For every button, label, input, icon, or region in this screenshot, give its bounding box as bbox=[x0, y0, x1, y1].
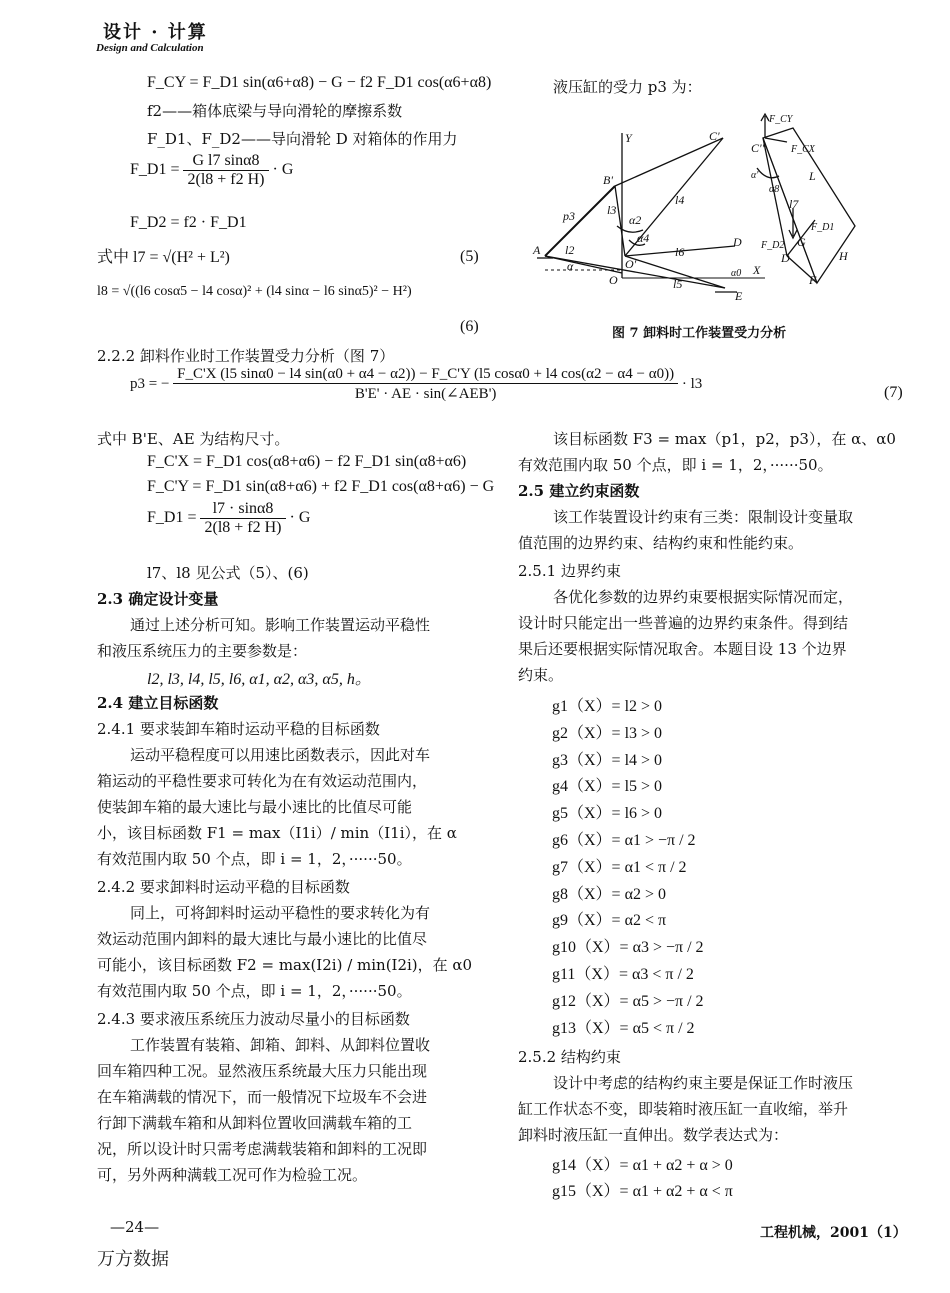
eq-fd1 bbox=[130, 152, 293, 189]
section-2-4: 2.4 建立目标函数 bbox=[97, 694, 219, 712]
eq-fd1b-denominator: 2(l8 + f2 H) bbox=[204, 519, 282, 536]
p-obj3-line1: 该目标函数 F3 = max（p1，p2，p3），在 α、α0 bbox=[553, 430, 896, 448]
page-number: —24— bbox=[110, 1218, 160, 1236]
p243-line1: 工作装置有装箱、卸箱、卸料、从卸料位置收 bbox=[130, 1036, 431, 1054]
label-l6: l6 bbox=[675, 245, 685, 259]
label-l2: l2 bbox=[565, 243, 575, 257]
eq-fd1b-tail: · G bbox=[289, 509, 311, 527]
label-l3: l3 bbox=[607, 203, 617, 217]
header-title-en: Design and Calculation bbox=[96, 42, 204, 54]
figure-7-force-diagram bbox=[525, 108, 870, 308]
section-2-4-3: 2.4.3 要求液压系统压力波动尽量小的目标函数 bbox=[97, 1010, 410, 1028]
eq-fd2: F_D2 = f2 · F_D1 bbox=[130, 214, 247, 231]
section-2-5-2: 2.5.2 结构约束 bbox=[518, 1048, 621, 1066]
p23-line2: 和液压系统压力的主要参数是： bbox=[97, 642, 308, 660]
eq-fcy2: F_C'Y = F_D1 sin(α8+α6) + f2 F_D1 cos(α8+α6) − G bbox=[147, 478, 495, 495]
label-fd2: F_D2 bbox=[761, 240, 785, 251]
eq5-number: (5) bbox=[460, 248, 479, 265]
label-alpha8: α8 bbox=[769, 184, 780, 195]
eq-fd1b bbox=[147, 500, 310, 537]
journal-info: 工程机械，2001（1） bbox=[760, 1225, 907, 1241]
boundary-constraints-list bbox=[552, 694, 704, 1042]
eq-fcy: F_CY = F_D1 sin(α6+α8) − G − f2 F_D1 cos(α6+α8) bbox=[147, 74, 492, 91]
p251-line4: 约束。 bbox=[518, 666, 564, 684]
label-fcy: F_CY bbox=[769, 114, 793, 125]
eq-fd1-numerator: G l7 sinα8 bbox=[183, 152, 268, 171]
label-d: D bbox=[733, 235, 742, 249]
constraint-g6: g6（X）= α1 > −π / 2 bbox=[552, 831, 696, 849]
cylinder-p3 bbox=[545, 186, 615, 256]
section-2-5-1: 2.5.1 边界约束 bbox=[518, 562, 621, 580]
label-e: E bbox=[735, 289, 743, 303]
where-structure: 式中 B'E、AE 为结构尺寸。 bbox=[97, 430, 290, 448]
f2-definition: f2——箱体底梁与导向滑轮的摩擦系数 bbox=[147, 102, 403, 120]
constraint-g14: g14（X）= α1 + α2 + α > 0 bbox=[552, 1157, 733, 1174]
label-o: O bbox=[609, 273, 618, 287]
p3-intro: 液压缸的受力 p3 为： bbox=[553, 78, 702, 96]
eq-fd1b-fraction bbox=[200, 500, 285, 537]
label-b-prime: B' bbox=[603, 173, 613, 187]
l7-l8-ref: l7、l8 见公式（5）、(6) bbox=[147, 564, 309, 582]
p242-line2: 效运动范围内卸料的最大速比与最小速比的比值尽 bbox=[97, 930, 428, 948]
eq-fd1-tail: · G bbox=[272, 161, 294, 179]
eq7-number: (7) bbox=[884, 384, 903, 401]
p242-line4: 有效范围内取 50 个点，即 i = 1，2，······50。 bbox=[97, 982, 412, 1000]
p241-line1: 运动平稳程度可以用速比函数表示，因此对车 bbox=[130, 746, 431, 764]
p-obj3-line2: 有效范围内取 50 个点，即 i = 1，2，······50。 bbox=[518, 456, 833, 474]
constraint-g10: g10（X）= α3 > −π / 2 bbox=[552, 939, 704, 957]
label-l5: l5 bbox=[673, 277, 683, 291]
fd-definition: F_D1、F_D2——导向滑轮 D 对箱体的作用力 bbox=[147, 130, 458, 148]
p252-line2: 缸工作状态不变，即装箱时液压缸一直收缩，举升 bbox=[518, 1100, 849, 1118]
constraint-g5: g5（X）= l6 > 0 bbox=[552, 805, 663, 823]
constraint-g2: g2（X）= l3 > 0 bbox=[552, 724, 663, 742]
eq-fd1-lhs: F_D1 = bbox=[130, 161, 180, 179]
constraint-g8: g8（X）= α2 > 0 bbox=[552, 885, 666, 903]
p243-line5: 况，所以设计时只需考虑满载装箱和卸料的工况即 bbox=[97, 1140, 428, 1158]
label-o-prime: O' bbox=[625, 257, 637, 271]
eq-fcx2: F_C'X = F_D1 cos(α8+α6) − f2 F_D1 sin(α8+α6) bbox=[147, 453, 467, 470]
p25-line1: 该工作装置设计约束有三类：限制设计变量取 bbox=[553, 508, 854, 526]
p243-line3: 在车箱满载的情况下，而一般情况下垃圾车不会进 bbox=[97, 1088, 428, 1106]
label-g: G bbox=[797, 235, 806, 249]
eq7-tail: · l3 bbox=[681, 375, 703, 392]
constraint-g1: g1（X）= l2 > 0 bbox=[552, 698, 663, 715]
p25-line2: 值范围的边界约束、结构约束和性能约束。 bbox=[518, 534, 804, 552]
p243-line6: 可，另外两种满载工况可作为检验工况。 bbox=[97, 1166, 368, 1184]
constraint-g12: g12（X）= α5 > −π / 2 bbox=[552, 992, 704, 1010]
label-alpha: α bbox=[567, 259, 574, 273]
section-2-5: 2.5 建立约束函数 bbox=[518, 482, 640, 500]
p23-line1: 通过上述分析可知。影响工作装置运动平稳性 bbox=[130, 616, 431, 634]
eq-fd1-fraction bbox=[183, 152, 268, 189]
p241-line2: 箱运动的平稳性要求可转化为在有效运动范围内， bbox=[97, 772, 428, 790]
eq6-number: (6) bbox=[460, 318, 479, 335]
p251-line1: 各优化参数的边界约束要根据实际情况而定， bbox=[553, 588, 854, 606]
label-alpha2: α2 bbox=[629, 213, 642, 227]
p252-line1: 设计中考虑的结构约束主要是保证工作时液压 bbox=[553, 1074, 854, 1092]
label-h: H bbox=[839, 249, 848, 263]
bar-bo bbox=[615, 186, 625, 256]
eq7 bbox=[130, 366, 702, 403]
figure-7-caption: 图 7 卸料时工作装置受力分析 bbox=[612, 326, 787, 341]
eq6: l8 = √((l6 cosα5 − l4 cosα)² + (l4 sinα − l6 sinα5)² − H²) bbox=[97, 284, 412, 299]
header-title-cn: 设计 · 计算 bbox=[103, 22, 208, 43]
eq7-fraction bbox=[173, 366, 678, 403]
p241-line3: 使装卸车箱的最大速比与最小速比的比值尽可能 bbox=[97, 798, 413, 816]
label-a: A bbox=[533, 243, 541, 257]
section-2-2-2: 2.2.2 卸料作业时工作装置受力分析（图 7） bbox=[97, 347, 395, 365]
constraint-g9: g9（X）= α2 < π bbox=[552, 912, 667, 930]
label-f: F bbox=[809, 273, 817, 287]
eq-fd1-denominator: 2(l8 + f2 H) bbox=[187, 171, 265, 188]
eq5-rhs: √(H² + L²) bbox=[162, 249, 230, 266]
p243-line2: 回车箱四种工况。显然液压系统最大压力只能出现 bbox=[97, 1062, 428, 1080]
label-l4: l4 bbox=[675, 193, 685, 207]
p23-params: l2, l3, l4, l5, l6, α1, α2, α3, α5, h。 bbox=[147, 671, 371, 688]
eq5-lhs: 式中 l7 = bbox=[97, 249, 159, 266]
bar-cd bbox=[763, 138, 787, 256]
eq7-numerator: F_C'X (l5 sinα0 − l4 sin(α0 + α4 − α2)) − F_C'Y (l5 cosα0 + l4 cos(α2 − α4 − α0)) bbox=[173, 366, 678, 384]
label-d-lower: D bbox=[781, 251, 790, 265]
eq-fd1b-lhs: F_D1 = bbox=[147, 509, 197, 527]
constraint-g15: g15（X）= α1 + α2 + α < π bbox=[552, 1183, 733, 1200]
label-alpha-prime: α' bbox=[751, 170, 759, 181]
bar-bc bbox=[615, 138, 723, 186]
p251-line2: 设计时只能定出一些普遍的边界约束条件。得到结 bbox=[518, 614, 849, 632]
section-2-4-1: 2.4.1 要求装卸车箱时运动平稳的目标函数 bbox=[97, 720, 380, 738]
constraint-g4: g4（X）= l5 > 0 bbox=[552, 778, 663, 796]
p241-line4: 小，该目标函数 F1 = max（I1i）/ min（I1i），在 α bbox=[97, 824, 457, 842]
label-l7: l7 bbox=[789, 197, 799, 211]
label-x: X bbox=[753, 263, 761, 277]
watermark-text: 万方数据 bbox=[97, 1249, 169, 1270]
constraint-g13: g13（X）= α5 < π / 2 bbox=[552, 1019, 695, 1037]
label-c-double-prime: C'' bbox=[751, 141, 765, 155]
p252-line3: 卸料时液压缸一直伸出。数学表达式为： bbox=[518, 1126, 789, 1144]
p241-line5: 有效范围内取 50 个点，即 i = 1，2，······50。 bbox=[97, 850, 412, 868]
constraint-g11: g11（X）= α3 < π / 2 bbox=[552, 965, 694, 983]
p251-line3: 果后还要根据实际情况取舍。本题目设 13 个边界 bbox=[518, 640, 847, 658]
eq7-lhs: p3 = − bbox=[130, 375, 170, 392]
eq-fd1b-numerator: l7 · sinα8 bbox=[200, 500, 285, 519]
label-y: Y bbox=[625, 131, 632, 145]
eq5 bbox=[97, 244, 230, 267]
p243-line4: 行卸下满载车箱和从卸料位置收回满载车箱的工 bbox=[97, 1114, 413, 1132]
figure-lines bbox=[537, 114, 855, 292]
label-alpha0: α0 bbox=[731, 268, 742, 279]
eq7-denominator: B'E' · AE · sin(∠AEB') bbox=[354, 386, 497, 402]
constraint-g3: g3（X）= l4 > 0 bbox=[552, 751, 663, 769]
arrow-fcx bbox=[765, 138, 787, 142]
section-2-4-2: 2.4.2 要求卸料时运动平稳的目标函数 bbox=[97, 878, 350, 896]
p242-line3: 可能小，该目标函数 F2 = max(I2i) / min(I2i)，在 α0 bbox=[97, 956, 473, 974]
constraint-g7: g7（X）= α1 < π / 2 bbox=[552, 858, 687, 876]
label-fd1: F_D1 bbox=[811, 222, 835, 233]
label-fcx: F_CX bbox=[791, 144, 815, 155]
label-p3: p3 bbox=[563, 209, 575, 223]
label-big-l: L bbox=[809, 169, 816, 183]
p242-line1: 同上，可将卸料时运动平稳性的要求转化为有 bbox=[130, 904, 431, 922]
label-alpha4: α4 bbox=[637, 231, 650, 245]
label-c-prime: C' bbox=[709, 129, 720, 143]
section-2-3: 2.3 确定设计变量 bbox=[97, 590, 219, 608]
